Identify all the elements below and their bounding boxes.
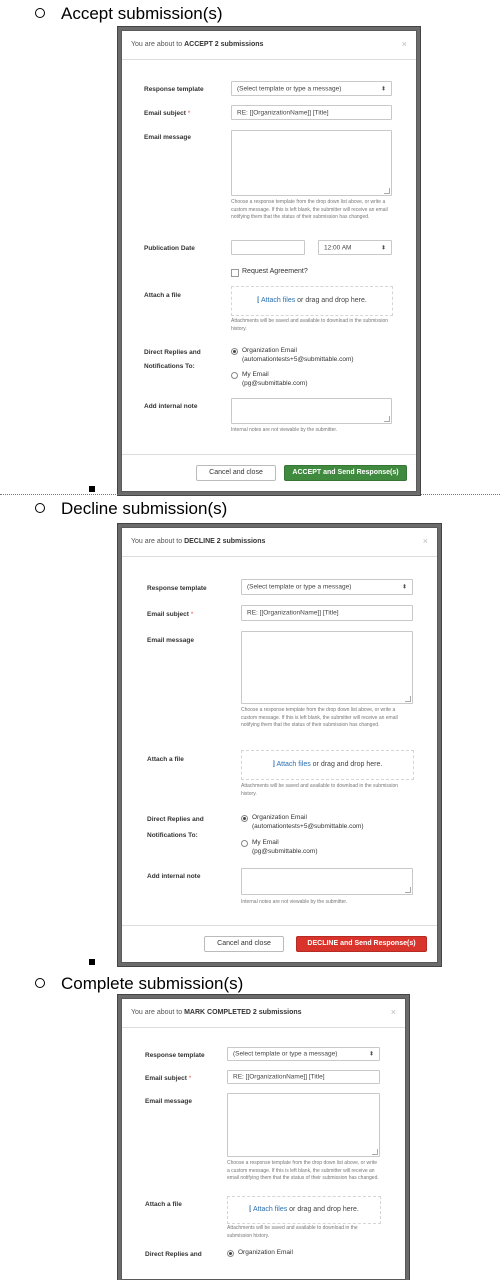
attach-files-link[interactable]: ⫿ Attach files bbox=[257, 297, 296, 304]
direct-replies-label: Direct Replies and bbox=[145, 1251, 202, 1258]
email-subject-input[interactable]: RE: [[OrganizationName]] [Title] bbox=[231, 105, 392, 120]
dialog-title: You are about to MARK COMPLETED 2 submissions bbox=[131, 1009, 302, 1016]
hollow-bullet-icon bbox=[35, 978, 45, 988]
direct-replies-label: Direct Replies and Notifications To: bbox=[144, 349, 201, 370]
bullet-text: Complete submission(s) bbox=[61, 974, 244, 993]
email-subject-input[interactable]: RE: [[OrganizationName]] [Title] bbox=[241, 605, 413, 621]
email-message-textarea[interactable] bbox=[227, 1093, 380, 1157]
email-message-help: Choose a response template from the drop down list above, or write a custom message. If this is left blank, the submitter will receive an email notifying them that the status of their submission has changed. bbox=[227, 1160, 379, 1181]
attach-help: Attachments will be saved and available to download in the submission history. bbox=[231, 318, 389, 332]
select-caret-icon: ⬍ bbox=[368, 1051, 374, 1058]
select-caret-icon: ⬍ bbox=[401, 584, 407, 591]
publication-date-label: Publication Date bbox=[144, 245, 195, 252]
dialog-header bbox=[122, 999, 405, 1028]
attach-file-label: Attach a file bbox=[144, 292, 181, 299]
email-message-textarea[interactable] bbox=[231, 130, 392, 196]
cancel-button[interactable]: Cancel and close bbox=[204, 936, 284, 952]
radio-selected-icon[interactable] bbox=[227, 1250, 234, 1257]
resize-grip-icon[interactable] bbox=[405, 696, 411, 702]
attach-files-link[interactable]: ⫿ Attach files bbox=[249, 1206, 288, 1213]
response-template-select[interactable]: (Select template or type a message) ⬍ bbox=[227, 1047, 380, 1061]
email-subject-label: Email subject * bbox=[144, 110, 191, 117]
email-message-label: Email message bbox=[144, 134, 191, 141]
radio-icon[interactable] bbox=[231, 372, 238, 379]
decline-send-button[interactable]: DECLINE and Send Response(s) bbox=[296, 936, 427, 952]
response-template-label: Response template bbox=[145, 1052, 205, 1059]
resize-grip-icon[interactable] bbox=[384, 416, 390, 422]
accept-send-button[interactable]: ACCEPT and Send Response(s) bbox=[284, 465, 407, 481]
cancel-button[interactable]: Cancel and close bbox=[196, 465, 276, 481]
close-icon[interactable]: × bbox=[401, 39, 407, 49]
attach-help: Attachments will be saved and available to download in the submission history. bbox=[241, 783, 399, 797]
publication-date-input[interactable] bbox=[231, 240, 305, 255]
email-subject-label: Email subject * bbox=[145, 1075, 192, 1082]
internal-note-label: Add internal note bbox=[147, 873, 201, 880]
bullet-text: Decline submission(s) bbox=[61, 499, 228, 518]
email-message-label: Email message bbox=[145, 1098, 192, 1105]
radio-selected-icon[interactable] bbox=[241, 815, 248, 822]
email-subject-label: Email subject * bbox=[147, 611, 194, 618]
direct-replies-label: Direct Replies and Notifications To: bbox=[147, 816, 204, 839]
time-select[interactable]: 12:00 AM ⬍ bbox=[318, 240, 392, 255]
dialog-header bbox=[122, 31, 416, 60]
internal-note-help: Internal notes are not viewable by the submitter. bbox=[241, 899, 348, 905]
resize-grip-icon[interactable] bbox=[372, 1149, 378, 1155]
square-bullet-icon bbox=[89, 959, 95, 965]
response-template-select[interactable]: (Select template or type a message) ⬍ bbox=[241, 579, 413, 595]
attach-help: Attachments will be saved and available to download in the submission history. bbox=[227, 1225, 358, 1239]
radio-selected-icon[interactable] bbox=[231, 348, 238, 355]
attach-dropzone[interactable]: ⫿ Attach files or drag and drop here. bbox=[231, 286, 393, 316]
checkbox-icon[interactable] bbox=[231, 269, 239, 277]
select-caret-icon: ⬍ bbox=[380, 245, 386, 251]
accept-dialog: You are about to ACCEPT 2 submissions × Response template (Select template or type a message) ⬍ Email subject * RE: [[OrganizationName]] [Title] Email message Choose a response template from the drop down list above, or write a custom message. If this is left blank, the submitter will receive an email notifying them that the status of their submission has changed. Publication Date 12:00 AM ⬍ Request Agreement? Attach a file ⫿ Attach files or drag and drop here. Attachments will be saved and available to download in the submission history. Direct Replies and Notifications To: Organization Email (automationtests+5@submittable.com) My Email (pg@submittable.com) Add internal note Internal notes are not viewable by the submitter. Cancel and close ACCEPT and Send Response(s) bbox=[121, 30, 417, 492]
response-template-select[interactable]: (Select template or type a message) ⬍ bbox=[231, 81, 392, 96]
response-template-label: Response template bbox=[144, 86, 204, 93]
internal-note-textarea[interactable] bbox=[231, 398, 392, 424]
response-template-label: Response template bbox=[147, 585, 207, 592]
email-message-help: Choose a response template from the drop down list above, or write a custom message. If this is left blank, the submitter will receive an email notifying them that the status of their submission has changed. bbox=[241, 707, 398, 728]
email-message-help: Choose a response template from the drop down list above, or write a custom message. If this is left blank, the submitter will receive an email notifying them that the status of their submission has changed. bbox=[231, 199, 388, 220]
radio-icon[interactable] bbox=[241, 840, 248, 847]
hollow-bullet-icon bbox=[35, 8, 45, 18]
decline-dialog: You are about to DECLINE 2 submissions × Response template (Select template or type a message) ⬍ Email subject * RE: [[OrganizationName]] [Title] Email message Choose a response template from the drop down list above, or write a custom message. If this is left blank, the submitter will receive an email notifying them that the status of their submission has changed. Attach a file ⫿ Attach files or drag and drop here. Attachments will be saved and available to download in the submission history. Direct Replies and Notifications To: Organization Email (automationtests+5@submittable.com) My Email (pg@submittable.com) Add internal note Internal notes are not viewable by the submitter. Cancel and close DECLINE and Send Response(s) bbox=[121, 527, 438, 963]
close-icon[interactable]: × bbox=[422, 536, 428, 546]
resize-grip-icon[interactable] bbox=[405, 887, 411, 893]
close-icon[interactable]: × bbox=[390, 1007, 396, 1017]
internal-note-textarea[interactable] bbox=[241, 868, 413, 895]
attach-files-link[interactable]: ⫿ Attach files bbox=[272, 761, 311, 768]
attach-file-label: Attach a file bbox=[145, 1201, 182, 1208]
dialog-header bbox=[122, 528, 437, 557]
email-message-label: Email message bbox=[147, 637, 194, 644]
complete-dialog: You are about to MARK COMPLETED 2 submissions × Response template (Select template or type a message) ⬍ Email subject * RE: [[OrganizationName]] [Title] Email message Choose a response template from the drop down list above, or write a custom message. If this is left blank, the submitter will receive an email notifying them that the status of their submission has changed. Attach a file ⫿ Attach files or drag and drop here. Attachments will be saved and available to download in the submission history. Direct Replies and Organization Email bbox=[121, 998, 406, 1280]
square-bullet-icon bbox=[89, 486, 95, 492]
resize-grip-icon[interactable] bbox=[384, 188, 390, 194]
email-message-textarea[interactable] bbox=[241, 631, 413, 704]
dialog-footer bbox=[122, 925, 437, 962]
internal-note-help: Internal notes are not viewable by the submitter. bbox=[231, 427, 338, 433]
bullet-text: Accept submission(s) bbox=[61, 4, 223, 23]
dialog-footer bbox=[122, 454, 416, 491]
internal-note-label: Add internal note bbox=[144, 403, 198, 410]
dialog-title: You are about to ACCEPT 2 submissions bbox=[131, 41, 264, 48]
hollow-bullet-icon bbox=[35, 503, 45, 513]
select-caret-icon: ⬍ bbox=[380, 86, 386, 92]
attach-dropzone[interactable]: ⫿ Attach files or drag and drop here. bbox=[227, 1196, 381, 1224]
attach-dropzone[interactable]: ⫿ Attach files or drag and drop here. bbox=[241, 750, 414, 780]
attach-file-label: Attach a file bbox=[147, 756, 184, 763]
email-subject-input[interactable]: RE: [[OrganizationName]] [Title] bbox=[227, 1070, 380, 1084]
dialog-title: You are about to DECLINE 2 submissions bbox=[131, 538, 266, 545]
page-break-divider bbox=[0, 494, 500, 495]
